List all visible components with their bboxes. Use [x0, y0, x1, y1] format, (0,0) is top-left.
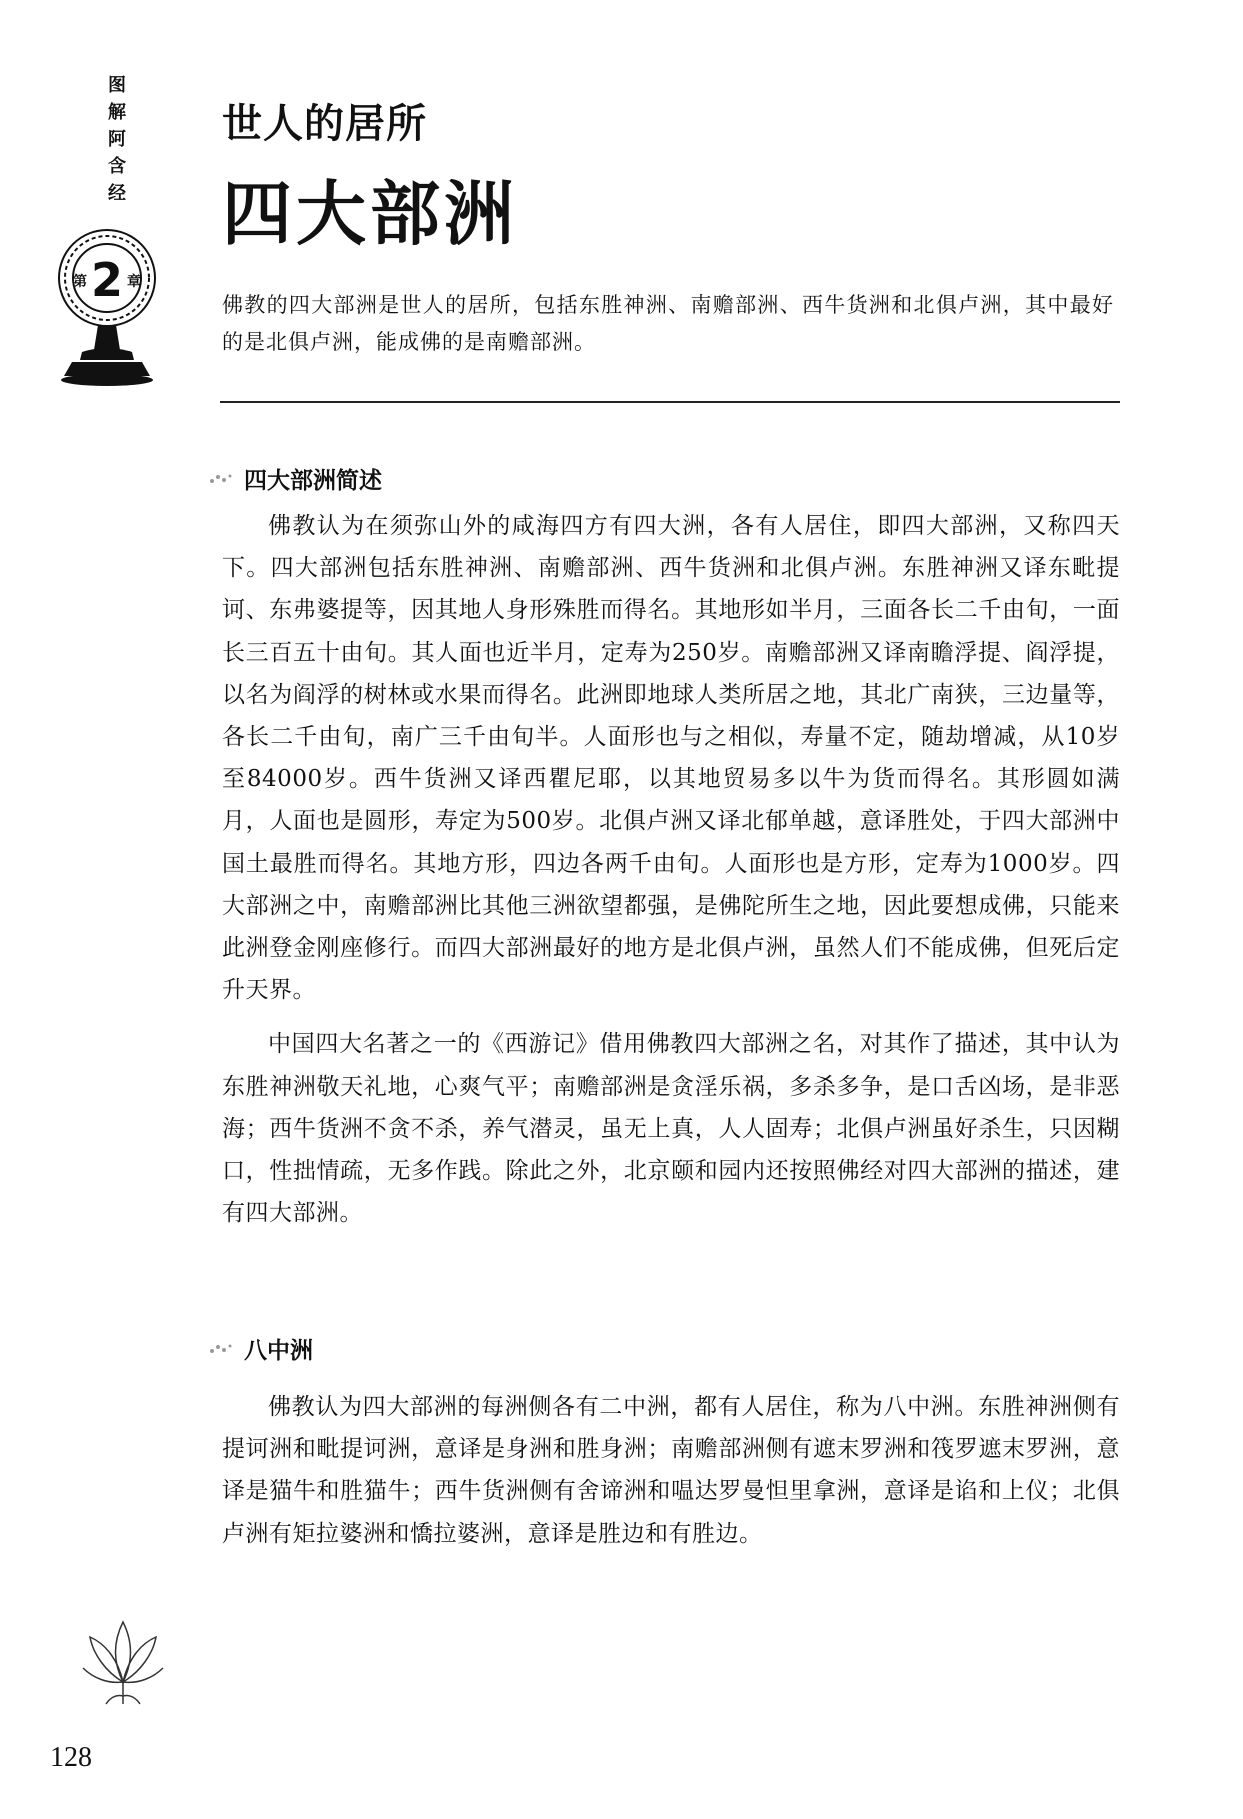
section-heading-text: 四大部洲简述 [244, 468, 382, 494]
section-body [222, 1386, 1120, 1555]
section-heading-text: 八中洲 [244, 1338, 313, 1364]
paragraph: 中国四大名著之一的《西游记》借用佛教四大部洲之名，对其作了描述，其中认为东胜神洲敬天礼地，心爽气平；南赡部洲是贪淫乐祸，多杀多争，是口舌凶场，是非恶海；西牛货洲不贪不杀，养气潜灵，虽无上真，人人固寿；北俱卢洲虽好杀生，只因糊口，性拙情疏，无多作践。除此之外，北京颐和园内还按照佛经对四大部洲的描述，建有四大部洲。 [222, 1031, 1120, 1227]
lotus-flower-icon [78, 1612, 168, 1708]
page-supertitle: 世人的居所 [222, 101, 427, 147]
chapter-badge-suffix: 章 [127, 274, 141, 290]
flower-bullet-icon [206, 1339, 238, 1359]
header-divider [220, 401, 1120, 403]
paragraph: 佛教认为在须弥山外的咸海四方有四大洲，各有人居住，即四大部洲，又称四天下。四大部洲包括东胜神洲、南赡部洲、西牛货洲和北俱卢洲。东胜神洲又译东毗提诃、东弗婆提等，因其地人身形殊胜而得名。其地形如半月，三面各长二千由旬，一面长三百五十由旬。其人面也近半月，定寿为250岁。南赡部洲又译南瞻浮提、阎浮提，以名为阎浮的树林或水果而得名。此洲即地球人类所居之地，其北广南狭，三边量等，各长二千由旬，南广三千由旬半。人面形也与之相似，寿量不定，随劫增减，从10岁至84000岁。西牛货洲又译西瞿尼耶，以其地贸易多以牛为货而得名。其形圆如满月，人面也是圆形，寿定为500岁。北俱卢洲又译北郁单越，意译胜处，于四大部洲中国土最胜而得名。其地方形，四边各两千由旬。人面形也是方形，定寿为1000岁。四大部洲之中，南赡部洲比其他三洲欲望都强，是佛陀所生之地，因此要想成佛，只能来此洲登金刚座修行。而四大部洲最好的地方是北俱卢洲，虽然人们不能成佛，但死后定升天界。 [222, 513, 1120, 1004]
chapter-badge-prefix: 第 [73, 274, 87, 290]
section-heading [206, 462, 382, 495]
section-heading [206, 1332, 313, 1365]
intro-summary: 佛教的四大部洲是世人的居所，包括东胜神洲、南赡部洲、西牛货洲和北俱卢洲，其中最好的是北俱卢洲，能成佛的是南赡部洲。 [222, 293, 1114, 354]
chapter-badge [42, 228, 172, 428]
section-body [222, 505, 1120, 1234]
paragraph: 佛教认为四大部洲的每洲侧各有二中洲，都有人居住，称为八中洲。东胜神洲侧有提诃洲和毗提诃洲，意译是身洲和胜身洲；南赡部洲侧有遮末罗洲和筏罗遮末罗洲，意译是猫牛和胜猫牛；西牛货洲侧有舍谛洲和嗢达罗曼怛里拿洲，意译是谄和上仪；北俱卢洲有矩拉婆洲和憍拉婆洲，意译是胜边和有胜边。 [222, 1394, 1120, 1547]
chapter-badge-number: 2 [90, 253, 124, 307]
page-title: 四大部洲 [222, 173, 518, 255]
flower-bullet-icon [206, 469, 238, 489]
book-title: 图解阿含经 [108, 75, 126, 204]
page-number: 128 [50, 1742, 92, 1773]
